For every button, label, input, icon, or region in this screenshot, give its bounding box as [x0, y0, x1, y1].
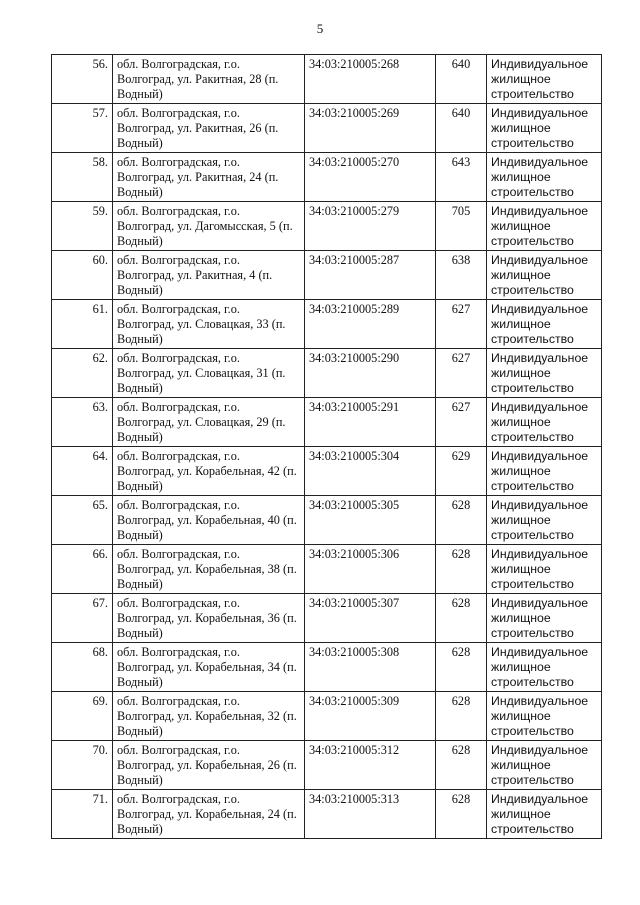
permitted-use: Индивидуальное жилищное строительство: [487, 741, 602, 790]
cadastral-number: 34:03:210005:291: [305, 398, 436, 447]
plot-address: обл. Волгоградская, г.о. Волгоград, ул. Ракитная, 24 (п. Водный): [113, 153, 305, 202]
plot-address: обл. Волгоградская, г.о. Волгоград, ул. Корабельная, 36 (п. Водный): [113, 594, 305, 643]
cadastral-number: 34:03:210005:290: [305, 349, 436, 398]
table-row: [52, 202, 602, 251]
plot-area: 640: [436, 104, 487, 153]
cadastral-number: 34:03:210005:309: [305, 692, 436, 741]
cadastral-number: 34:03:210005:306: [305, 545, 436, 594]
plot-address: обл. Волгоградская, г.о. Волгоград, ул. Корабельная, 38 (п. Водный): [113, 545, 305, 594]
plot-area: 643: [436, 153, 487, 202]
permitted-use: Индивидуальное жилищное строительство: [487, 104, 602, 153]
cadastral-number: 34:03:210005:307: [305, 594, 436, 643]
table-row: [52, 55, 602, 104]
row-number: 62.: [52, 349, 113, 398]
plot-area: 628: [436, 692, 487, 741]
land-plots-table: [51, 54, 602, 839]
permitted-use: Индивидуальное жилищное строительство: [487, 594, 602, 643]
permitted-use: Индивидуальное жилищное строительство: [487, 545, 602, 594]
cadastral-number: 34:03:210005:279: [305, 202, 436, 251]
row-number: 64.: [52, 447, 113, 496]
land-plots-table-body: [52, 55, 602, 839]
permitted-use: Индивидуальное жилищное строительство: [487, 496, 602, 545]
table-row: [52, 300, 602, 349]
cadastral-number: 34:03:210005:287: [305, 251, 436, 300]
plot-address: обл. Волгоградская, г.о. Волгоград, ул. Ракитная, 26 (п. Водный): [113, 104, 305, 153]
permitted-use: Индивидуальное жилищное строительство: [487, 251, 602, 300]
plot-address: обл. Волгоградская, г.о. Волгоград, ул. Словацкая, 29 (п. Водный): [113, 398, 305, 447]
row-number: 56.: [52, 55, 113, 104]
plot-area: 628: [436, 741, 487, 790]
plot-area: 638: [436, 251, 487, 300]
plot-address: обл. Волгоградская, г.о. Волгоград, ул. Корабельная, 32 (п. Водный): [113, 692, 305, 741]
plot-area: 705: [436, 202, 487, 251]
row-number: 59.: [52, 202, 113, 251]
permitted-use: Индивидуальное жилищное строительство: [487, 398, 602, 447]
cadastral-number: 34:03:210005:268: [305, 55, 436, 104]
table-row: [52, 104, 602, 153]
permitted-use: Индивидуальное жилищное строительство: [487, 692, 602, 741]
permitted-use: Индивидуальное жилищное строительство: [487, 300, 602, 349]
plot-area: 628: [436, 643, 487, 692]
table-row: [52, 790, 602, 839]
row-number: 65.: [52, 496, 113, 545]
row-number: 66.: [52, 545, 113, 594]
table-row: [52, 496, 602, 545]
plot-area: 627: [436, 349, 487, 398]
plot-address: обл. Волгоградская, г.о. Волгоград, ул. Корабельная, 40 (п. Водный): [113, 496, 305, 545]
plot-address: обл. Волгоградская, г.о. Волгоград, ул. Корабельная, 34 (п. Водный): [113, 643, 305, 692]
plot-address: обл. Волгоградская, г.о. Волгоград, ул. Ракитная, 4 (п. Водный): [113, 251, 305, 300]
table-row: [52, 447, 602, 496]
plot-area: 628: [436, 545, 487, 594]
table-row: [52, 153, 602, 202]
table-row: [52, 349, 602, 398]
cadastral-number: 34:03:210005:289: [305, 300, 436, 349]
cadastral-number: 34:03:210005:305: [305, 496, 436, 545]
plot-address: обл. Волгоградская, г.о. Волгоград, ул. Корабельная, 42 (п. Водный): [113, 447, 305, 496]
page-number: 5: [316, 21, 324, 36]
cadastral-number: 34:03:210005:270: [305, 153, 436, 202]
row-number: 71.: [52, 790, 113, 839]
permitted-use: Индивидуальное жилищное строительство: [487, 55, 602, 104]
permitted-use: Индивидуальное жилищное строительство: [487, 790, 602, 839]
table-row: [52, 741, 602, 790]
cadastral-number: 34:03:210005:313: [305, 790, 436, 839]
row-number: 69.: [52, 692, 113, 741]
row-number: 63.: [52, 398, 113, 447]
plot-area: 640: [436, 55, 487, 104]
table-row: [52, 594, 602, 643]
plot-address: обл. Волгоградская, г.о. Волгоград, ул. Дагомысская, 5 (п. Водный): [113, 202, 305, 251]
cadastral-number: 34:03:210005:269: [305, 104, 436, 153]
cadastral-number: 34:03:210005:312: [305, 741, 436, 790]
permitted-use: Индивидуальное жилищное строительство: [487, 349, 602, 398]
row-number: 68.: [52, 643, 113, 692]
permitted-use: Индивидуальное жилищное строительство: [487, 202, 602, 251]
row-number: 61.: [52, 300, 113, 349]
row-number: 70.: [52, 741, 113, 790]
table-row: [52, 643, 602, 692]
plot-area: 628: [436, 790, 487, 839]
plot-address: обл. Волгоградская, г.о. Волгоград, ул. Словацкая, 31 (п. Водный): [113, 349, 305, 398]
plot-address: обл. Волгоградская, г.о. Волгоград, ул. Корабельная, 26 (п. Водный): [113, 741, 305, 790]
row-number: 57.: [52, 104, 113, 153]
plot-area: 628: [436, 496, 487, 545]
table-row: [52, 398, 602, 447]
permitted-use: Индивидуальное жилищное строительство: [487, 447, 602, 496]
plot-area: 627: [436, 300, 487, 349]
row-number: 67.: [52, 594, 113, 643]
plot-address: обл. Волгоградская, г.о. Волгоград, ул. Корабельная, 24 (п. Водный): [113, 790, 305, 839]
row-number: 60.: [52, 251, 113, 300]
row-number: 58.: [52, 153, 113, 202]
plot-address: обл. Волгоградская, г.о. Волгоград, ул. Словацкая, 33 (п. Водный): [113, 300, 305, 349]
plot-address: обл. Волгоградская, г.о. Волгоград, ул. Ракитная, 28 (п. Водный): [113, 55, 305, 104]
cadastral-number: 34:03:210005:304: [305, 447, 436, 496]
table-row: [52, 545, 602, 594]
permitted-use: Индивидуальное жилищное строительство: [487, 153, 602, 202]
table-row: [52, 251, 602, 300]
plot-area: 629: [436, 447, 487, 496]
table-row: [52, 692, 602, 741]
plot-area: 628: [436, 594, 487, 643]
permitted-use: Индивидуальное жилищное строительство: [487, 643, 602, 692]
plot-area: 627: [436, 398, 487, 447]
cadastral-number: 34:03:210005:308: [305, 643, 436, 692]
